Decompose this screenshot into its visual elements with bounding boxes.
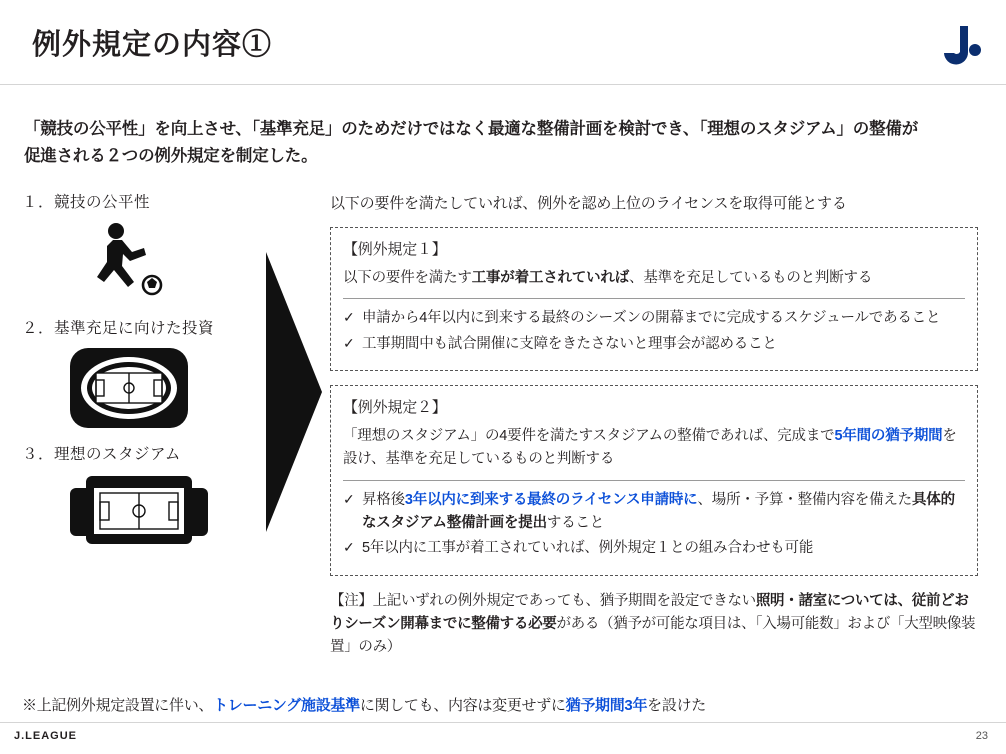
check-icon: ✓ <box>343 334 355 351</box>
exception-box-2 <box>330 385 978 575</box>
exception-2-heading: 【例外規定２】 <box>343 399 447 417</box>
exception-1-check-1: 申請から4年以内に到来する最終のシーズンの開幕までに完成するスケジュールであること <box>362 310 941 327</box>
exception-2-check-1-e: すること <box>546 514 605 531</box>
footer-note-highlight-2: 猶予期間3年 <box>565 697 648 714</box>
exception-2-body-c: を設け、基準を充足しているものと判断する <box>343 428 957 468</box>
exception-1-check-list <box>343 307 965 355</box>
list-item <box>343 489 965 534</box>
title-divider <box>0 84 1006 85</box>
exception-2-check-1-highlight-2: 具体的なスタジアム整備計画を提出 <box>362 492 955 531</box>
page-number: 23 <box>975 730 988 742</box>
jleague-logo-icon <box>934 22 982 70</box>
exception-2-body-a: 「理想のスタジアム」の4要件を満たすスタジアムの整備であれば、完成まで <box>343 428 835 445</box>
left-item-1-label: １．競技の公平性 <box>22 194 151 211</box>
exception-1-body-emphasis: 工事が着工されていれば <box>471 269 630 286</box>
check-icon: ✓ <box>343 491 355 508</box>
footer-logo: J.LEAGUE <box>14 730 78 742</box>
exception-1-check-2: 工事期間中も試合開催に支障をきたさないと理事会が認めること <box>362 335 777 352</box>
exception-1-divider <box>343 298 965 299</box>
exception-1-body <box>343 267 965 290</box>
exception-box-1 <box>330 227 978 372</box>
footer-note-highlight-1: トレーニング施設基準 <box>213 697 360 714</box>
exception-note-a: 【注】上記いずれの例外規定であっても、猶予期間を設定できない <box>330 592 756 609</box>
exception-2-body <box>343 425 965 471</box>
exception-2-check-list <box>343 489 965 559</box>
exception-2-body-highlight: 5年間の猶予期間 <box>834 428 943 445</box>
exception-2-check-1-a: 昇格後 <box>362 492 405 509</box>
check-icon: ✓ <box>343 309 355 326</box>
exception-2-check-2: 5年以内に工事が着工されていれば、例外規定１との組み合わせも可能 <box>362 540 814 557</box>
footer-note-e: を設けた <box>647 697 706 714</box>
exception-note-c: がある（猶予が可能な項目は、「入場可能数」および「大型映像装置」のみ） <box>330 615 976 655</box>
exception-1-body-a: 以下の要件を満たす <box>343 269 472 286</box>
check-icon: ✓ <box>343 539 355 556</box>
exception-1-body-c: 、基準を充足しているものと判断する <box>629 269 873 286</box>
lead-line-2: 促進される２つの例外規定を制定した。 <box>24 146 318 165</box>
flow-arrow-icon <box>262 252 326 537</box>
exception-2-check-1-highlight-1: 3年以内に到来する最終のライセンス申請時に <box>404 492 698 509</box>
footer-divider <box>0 722 1006 723</box>
left-item-3-label: ３．理想のスタジアム <box>22 446 181 463</box>
footer-note-a: ※上記例外規定設置に伴い、 <box>22 697 214 714</box>
lead-line-1: 「競技の公平性」を向上させ、「基準充足」のためだけではなく最適な整備計画を検討でき、「理想のスタジアム」の整備が <box>24 120 918 138</box>
exception-intro: 以下の要件を満たしていれば、例外を認め上位のライセンスを取得可能とする <box>330 195 847 212</box>
left-item-2-label: ２．基準充足に向けた投資 <box>22 320 215 337</box>
lead-paragraph <box>24 116 984 169</box>
page-title: 例外規定の内容① <box>32 29 273 61</box>
footer-note <box>22 694 706 715</box>
exception-2-check-1-c: 、場所・予算・整備内容を備えた <box>697 492 912 509</box>
exception-note <box>330 590 978 660</box>
list-item <box>343 307 965 329</box>
list-item <box>343 537 965 559</box>
exception-note-emphasis: 照明・諸室については、従前どおりシーズン開幕までに整備する必要 <box>330 592 969 632</box>
exception-1-heading: 【例外規定１】 <box>343 240 447 258</box>
footer-note-c: に関しても、内容は変更せずに <box>359 697 566 714</box>
right-column <box>330 193 978 659</box>
list-item <box>343 333 965 355</box>
exception-2-divider <box>343 480 965 481</box>
